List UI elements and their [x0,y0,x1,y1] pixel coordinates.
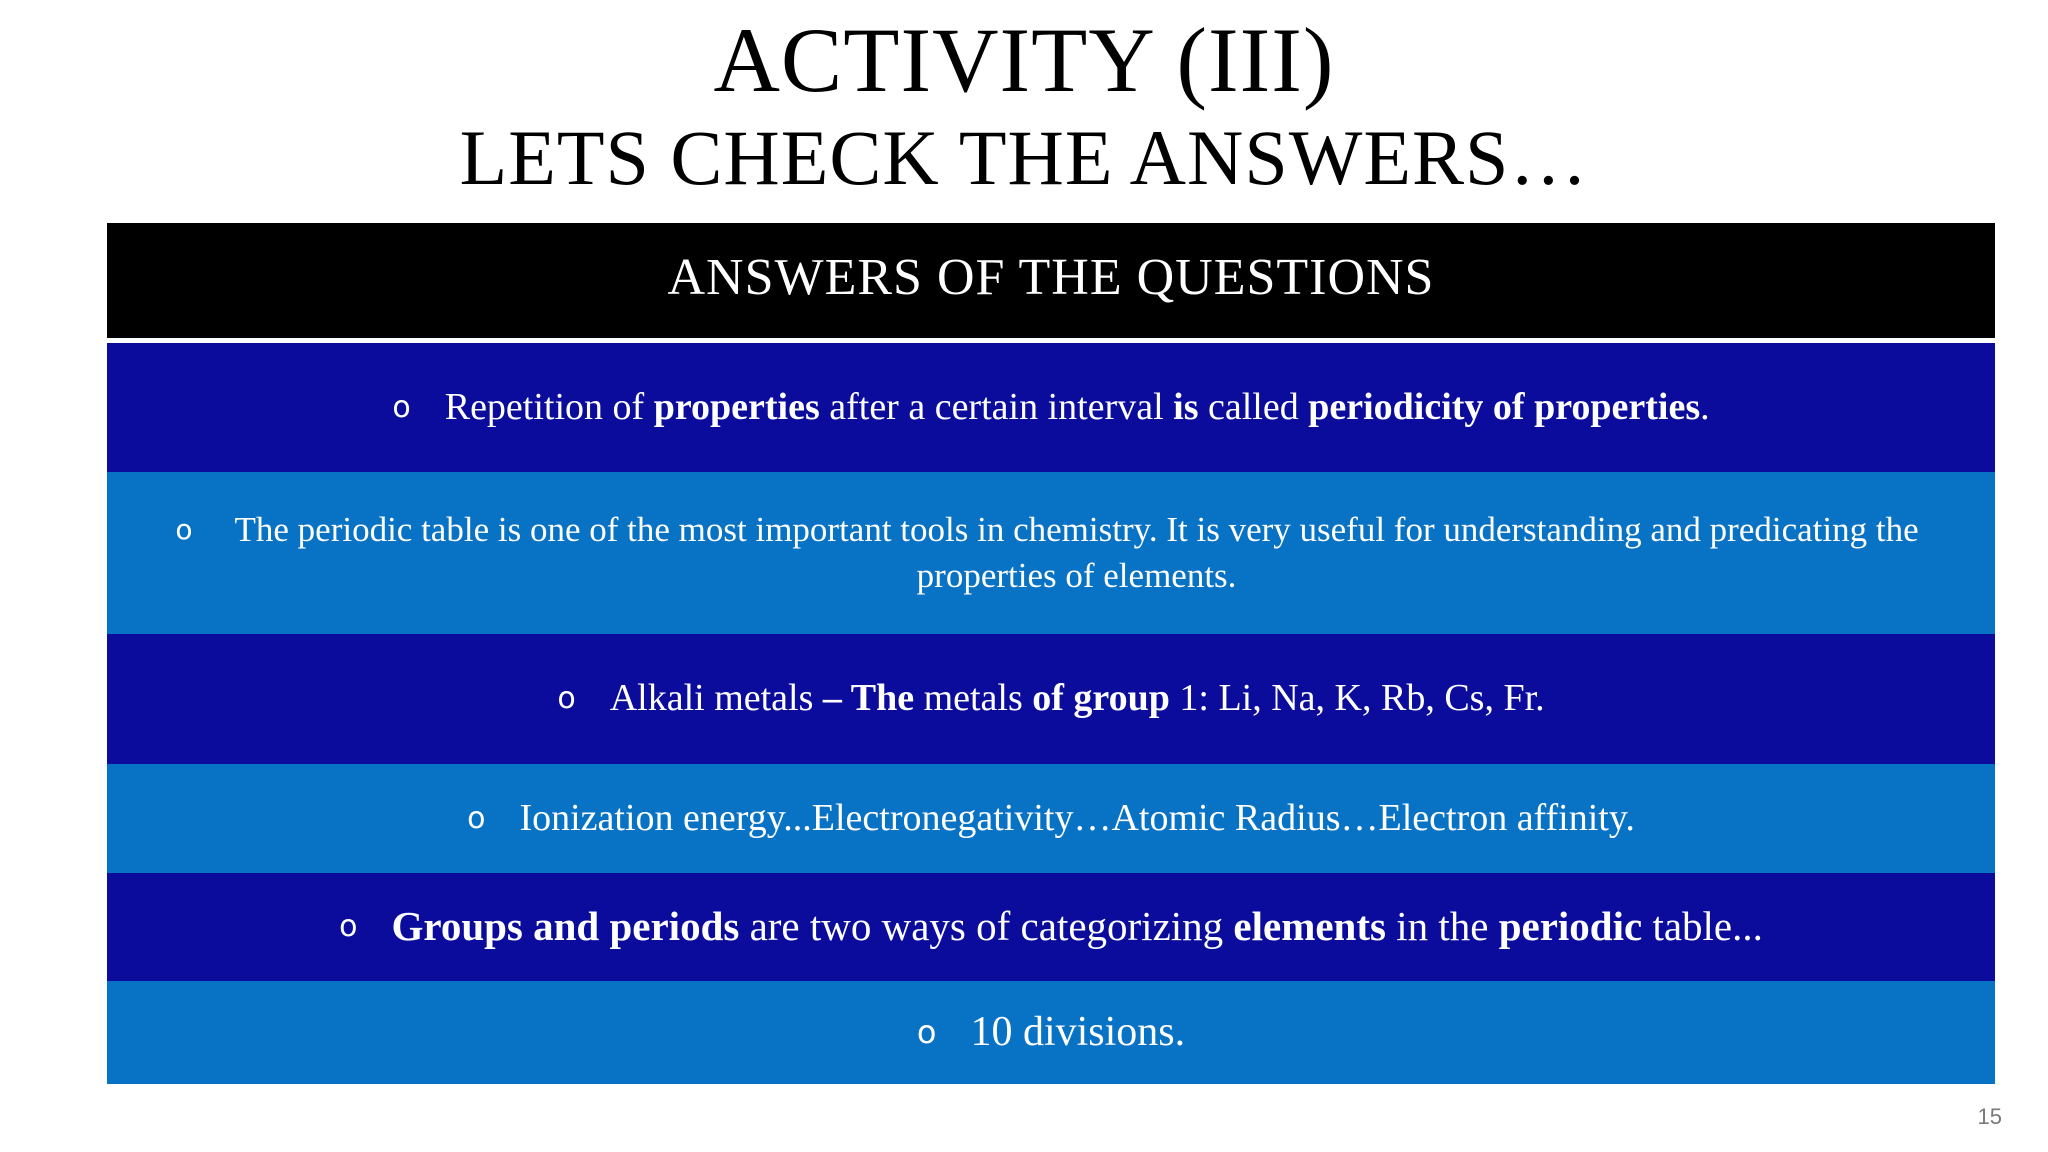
answer-text-segment: called [1198,385,1309,428]
answer-text [391,901,1762,952]
answer-text [970,1006,1185,1059]
answer-row [107,343,1995,472]
bullet-icon: o [175,513,193,546]
answer-row [107,764,1995,873]
bullet-icon: o [467,800,486,836]
answer-text [445,384,1710,432]
answer-text-bold: elements [1233,903,1386,950]
answer-text-bold: periodicity of properties [1308,385,1701,428]
answer-row [107,981,1995,1084]
answer-text [610,675,1545,723]
answer-text-bold: of group [1032,677,1170,720]
slide-title: ACTIVITY (III) [713,9,1335,111]
answer-text [227,507,1927,599]
answer-text-bold: periodic [1498,903,1643,950]
answer-text-segment: Repetition of [444,385,654,428]
bullet-icon: o [392,389,411,425]
slide-subtitle: LETS CHECK THE ANSWERS… [459,114,1589,201]
answer-text-segment: are two ways of categorizing [739,903,1234,950]
answer-row [107,634,1995,764]
answer-rows [107,343,1995,1084]
answer-text-segment: Alkali metals [609,677,823,720]
bullet-icon: o [557,681,576,717]
bullet-icon: o [339,909,358,945]
answer-row [107,472,1995,634]
answer-text-segment: table... [1642,903,1763,950]
bullet-icon: o [916,1013,937,1052]
answer-text-segment: after a certain interval [819,385,1174,428]
answer-text-segment: in the [1385,903,1499,950]
answer-text-segment: . [1700,385,1710,428]
table-header: ANSWERS OF THE QUESTIONS [107,223,1995,343]
answer-text-segment: metals [914,677,1033,720]
page-number: 15 [1977,1104,2002,1129]
answer-text-segment: Ionization energy...Electronegativity…Atomic Radius…Electron affinity. [519,796,1635,839]
answer-text-bold: properties [653,385,820,428]
answer-text-segment: 10 divisions. [970,1009,1186,1056]
answer-text-bold: – The [822,677,915,720]
answer-text [519,795,1634,843]
answers-table [107,223,1995,1084]
answer-text-bold: is [1173,385,1199,428]
answer-text-segment: The periodic table is one of the most important tools in chemistry. It is very useful for understanding and predicating the properties of elements. [234,510,1919,595]
answer-text-bold: Groups and periods [391,903,740,950]
answer-row [107,873,1995,981]
answer-text-segment: 1: Li, Na, K, Rb, Cs, Fr. [1169,677,1545,720]
